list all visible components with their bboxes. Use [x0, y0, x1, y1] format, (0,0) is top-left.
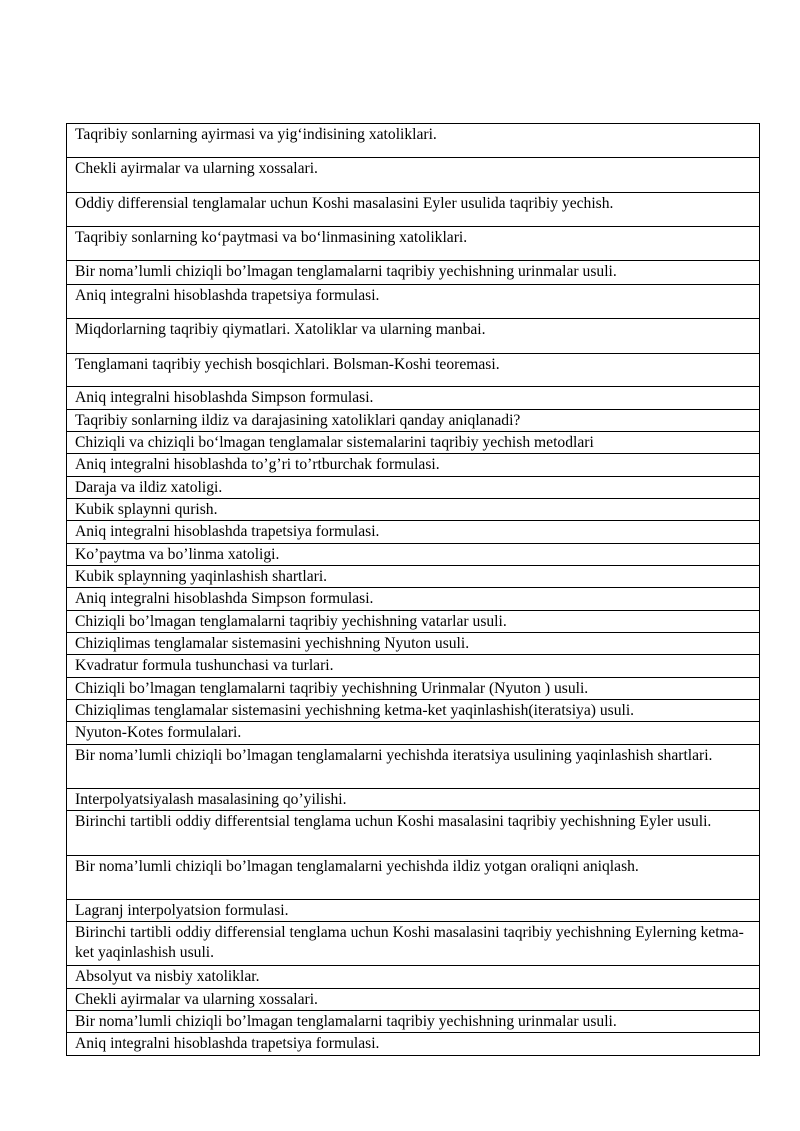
table-row [67, 227, 760, 261]
table-row [67, 1033, 760, 1056]
table-row [67, 454, 760, 477]
question-cell: Oddiy differensial tenglamalar uchun Koshi masalasini Eyler usulida taqribiy yechish. [67, 193, 760, 227]
question-cell: Bir noma’lumli chiziqli bo’lmagan tenglamalarni yechishda ildiz yotgan oraliqni aniqlash. [67, 856, 760, 900]
questions-table [66, 123, 760, 1056]
question-cell: Lagranj interpolyatsion formulasi. [67, 900, 760, 922]
table-row [67, 655, 760, 678]
table-row [67, 499, 760, 521]
table-row [67, 989, 760, 1011]
question-cell: Ko’paytma va bo’linma xatoligi. [67, 544, 760, 566]
table-row [67, 678, 760, 700]
question-cell: Chekli ayirmalar va ularning xossalari. [67, 158, 760, 193]
table-row [67, 410, 760, 432]
question-cell: Chiziqli bo’lmagan tenglamalarni taqribiy yechishning vatarlar usuli. [67, 611, 760, 633]
table-row [67, 900, 760, 922]
table-row [67, 1011, 760, 1033]
table-row [67, 745, 760, 789]
question-cell: Aniq integralni hisoblashda trapetsiya formulasi. [67, 1033, 760, 1056]
question-cell: Bir noma’lumli chiziqli bo’lmagan tenglamalarni taqribiy yechishning urinmalar usuli. [67, 1011, 760, 1033]
question-cell: Chiziqli bo’lmagan tenglamalarni taqribiy yechishning Urinmalar (Nyuton ) usuli. [67, 678, 760, 700]
table-row [67, 354, 760, 387]
question-cell: Chiziqli va chiziqli bo‘lmagan tenglamalar sistemalarini taqribiy yechish metodlari [67, 432, 760, 454]
table-row [67, 633, 760, 655]
question-cell: Aniq integralni hisoblashda Simpson formulasi. [67, 588, 760, 611]
question-cell: Daraja va ildiz xatoligi. [67, 477, 760, 499]
question-cell: Birinchi tartibli oddiy differentsial tenglama uchun Koshi masalasini taqribiy yechishning Eyler usuli. [67, 811, 760, 856]
table-row [67, 856, 760, 900]
table-row [67, 285, 760, 319]
question-cell: Kubik splaynni qurish. [67, 499, 760, 521]
question-cell: Bir noma’lumli chiziqli bo’lmagan tenglamalarni yechishda iteratsiya usulining yaqinlashish shartlari. [67, 745, 760, 789]
question-cell: Birinchi tartibli oddiy differensial tenglama uchun Koshi masalasini taqribiy yechishning Eylerning ketma-ket yaqinlashish usuli. [67, 922, 760, 966]
question-cell: Aniq integralni hisoblashda Simpson formulasi. [67, 387, 760, 410]
table-row [67, 521, 760, 544]
table-row [67, 477, 760, 499]
question-cell: Taqribiy sonlarning ayirmasi va yig‘indisining xatoliklari. [67, 124, 760, 158]
table-row [67, 922, 760, 966]
question-cell: Aniq integralni hisoblashda to’g’ri to’rtburchak formulasi. [67, 454, 760, 477]
table-row [67, 158, 760, 193]
table-row [67, 789, 760, 811]
question-cell: Aniq integralni hisoblashda trapetsiya formulasi. [67, 285, 760, 319]
table-row [67, 124, 760, 158]
question-cell: Nyuton-Kotes formulalari. [67, 722, 760, 745]
question-cell: Interpolyatsiyalash masalasining qo’yilishi. [67, 789, 760, 811]
table-row [67, 611, 760, 633]
table-row [67, 432, 760, 454]
table-row [67, 811, 760, 856]
table-row [67, 544, 760, 566]
question-cell: Kubik splaynning yaqinlashish shartlari. [67, 566, 760, 588]
question-cell: Taqribiy sonlarning ildiz va darajasining xatoliklari qanday aniqlanadi? [67, 410, 760, 432]
question-cell: Chiziqlimas tenglamalar sistemasini yechishning Nyuton usuli. [67, 633, 760, 655]
table-row [67, 966, 760, 989]
question-cell: Bir noma’lumli chiziqli bo’lmagan tenglamalarni taqribiy yechishning urinmalar usuli. [67, 261, 760, 285]
question-cell: Kvadratur formula tushunchasi va turlari. [67, 655, 760, 678]
table-row [67, 588, 760, 611]
question-cell: Chiziqlimas tenglamalar sistemasini yechishning ketma-ket yaqinlashish(iteratsiya) usuli. [67, 700, 760, 722]
table-row [67, 722, 760, 745]
question-cell: Taqribiy sonlarning ko‘paytmasi va bo‘linmasining xatoliklari. [67, 227, 760, 261]
question-cell: Chekli ayirmalar va ularning xossalari. [67, 989, 760, 1011]
questions-table-body [67, 124, 760, 1056]
table-row [67, 193, 760, 227]
table-row [67, 566, 760, 588]
table-row [67, 387, 760, 410]
table-row [67, 261, 760, 285]
question-cell: Aniq integralni hisoblashda trapetsiya formulasi. [67, 521, 760, 544]
table-row [67, 319, 760, 354]
question-cell: Absolyut va nisbiy xatoliklar. [67, 966, 760, 989]
question-cell: Miqdorlarning taqribiy qiymatlari. Xatoliklar va ularning manbai. [67, 319, 760, 354]
table-row [67, 700, 760, 722]
question-cell: Tenglamani taqribiy yechish bosqichlari. Bolsman-Koshi teoremasi. [67, 354, 760, 387]
